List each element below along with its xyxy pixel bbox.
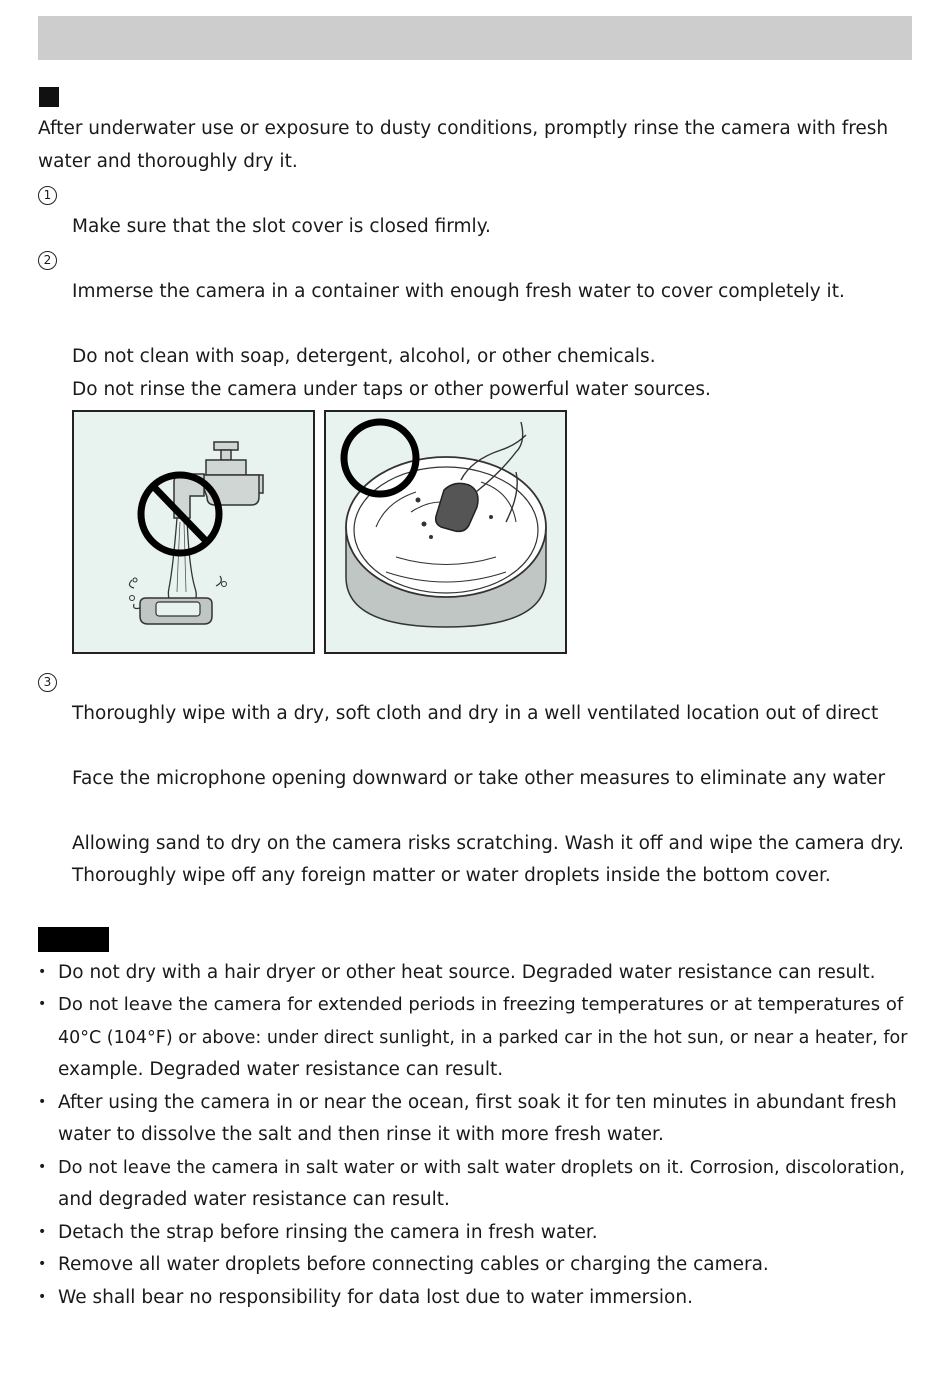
step2-line-3: Do not rinse the camera under taps or other powerful water sources. [72, 379, 711, 400]
notes-label-bar [38, 927, 109, 952]
step2-line-1: Immerse the camera in a container with enough fresh water to cover completely it. [72, 281, 845, 302]
note-4-line-1: Do not leave the camera in salt water or with salt water droplets on it. Corrosion, discoloration, [58, 1158, 905, 1178]
note-bullet: • [38, 964, 47, 980]
note-bullet: • [38, 996, 47, 1012]
step3-line-4: Thoroughly wipe off any foreign matter or water droplets inside the bottom cover. [72, 865, 831, 886]
step1-line-1: Make sure that the slot cover is closed firmly. [72, 216, 491, 237]
note-5-line-1: Detach the strap before rinsing the camera in fresh water. [58, 1222, 598, 1243]
note-3-line-2: water to dissolve the salt and then rinse it with more fresh water. [58, 1124, 664, 1145]
step-number-1: 1 [38, 186, 57, 205]
intro-line-1: After underwater use or exposure to dusty conditions, promptly rinse the camera with fresh [38, 118, 889, 139]
header-bar [38, 16, 912, 60]
note-2-line-1: Do not leave the camera for extended periods in freezing temperatures or at temperatures of [58, 994, 904, 1015]
note-6-line-1: Remove all water droplets before connecting cables or charging the camera. [58, 1254, 769, 1275]
step3-line-1: Thoroughly wipe with a dry, soft cloth and dry in a well ventilated location out of direct [72, 703, 879, 724]
section-marker [39, 87, 59, 107]
immerse-in-container-drawing [326, 412, 565, 652]
step-number-3: 3 [38, 673, 57, 692]
step3-line-2: Face the microphone opening downward or take other measures to eliminate any water [72, 768, 886, 789]
step2-line-2: Do not clean with soap, detergent, alcohol, or other chemicals. [72, 346, 656, 367]
illustration-immerse-in-container [324, 410, 567, 654]
note-bullet: • [38, 1256, 47, 1272]
step3-line-3: Allowing sand to dry on the camera risks scratching. Wash it off and wipe the camera dry. [72, 833, 905, 854]
note-bullet: • [38, 1224, 47, 1240]
note-4-line-2: and degraded water resistance can result. [58, 1189, 450, 1210]
note-1-line-1: Do not dry with a hair dryer or other heat source. Degraded water resistance can result. [58, 962, 876, 983]
note-2-line-3: example. Degraded water resistance can result. [58, 1059, 504, 1080]
note-7-line-1: We shall bear no responsibility for data lost due to water immersion. [58, 1287, 693, 1308]
note-bullet: • [38, 1289, 47, 1305]
note-bullet: • [38, 1094, 47, 1110]
intro-line-2: water and thoroughly dry it. [38, 151, 298, 172]
note-bullet: • [38, 1159, 47, 1175]
note-2-line-2: 40°C (104°F) or above: under direct sunlight, in a parked car in the hot sun, or near a heater, for [58, 1028, 908, 1048]
step-number-2: 2 [38, 251, 57, 270]
illustration-rinse-under-tap [72, 410, 315, 654]
rinse-under-tap-drawing [74, 412, 313, 652]
note-3-line-1: After using the camera in or near the ocean, first soak it for ten minutes in abundant fresh [58, 1092, 897, 1113]
